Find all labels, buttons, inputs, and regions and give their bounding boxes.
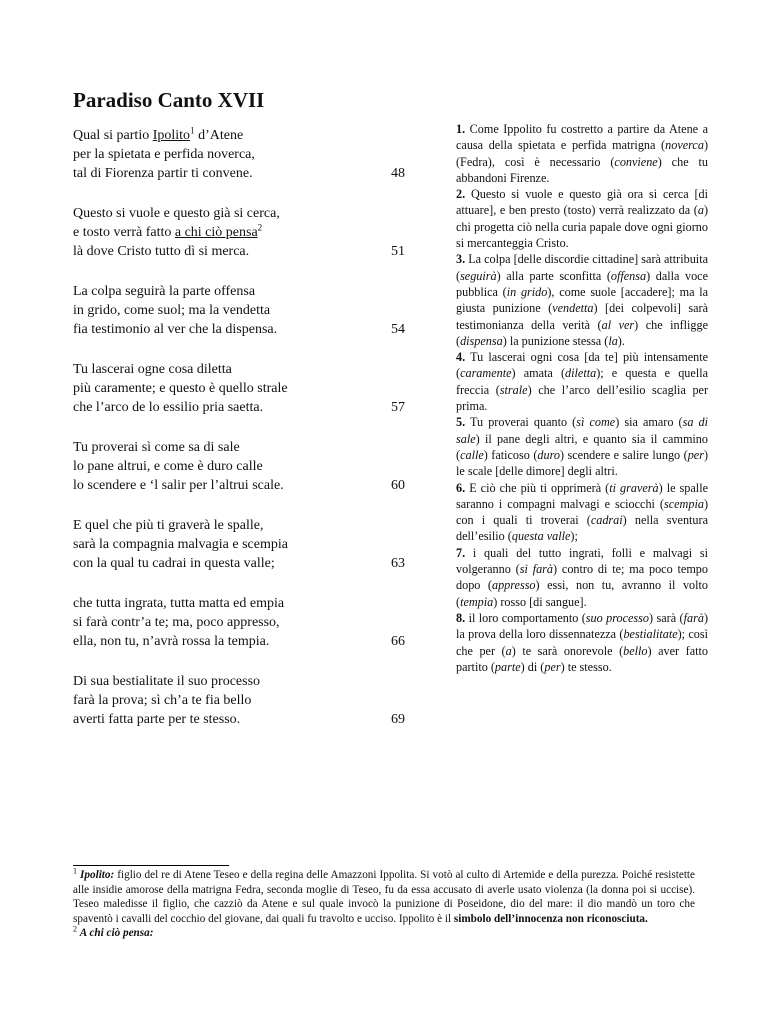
verse-line: sarà la compagnia malvagia e scempia <box>73 537 288 552</box>
verse-number: 54 <box>391 322 405 337</box>
poem-text <box>73 126 418 750</box>
tercet <box>73 204 418 282</box>
verse-line: si farà contr’a te; ma, poco appresso, <box>73 615 280 630</box>
note: 3. La colpa [delle discordie cittadine] sarà attribuita (seguirà) alla parte sconfitta (offensa) dalla voce pubblica (in grido), come suole [accadere]; ma la giusta punizione (vendetta) [dei colpevoli] sarà testimonianza della verità (al ver) che infligge (dispensa) la punizione stessa (la). <box>456 252 709 348</box>
footnotes <box>73 868 695 941</box>
note: 7. i quali del tutto ingrati, folli e malvagi si volgeranno (si farà) contro di te; ma poco tempo dopo (appresso) essi, non tu, avranno il volto (tempia) rosso [di sangue]. <box>456 545 708 609</box>
footnote-separator <box>73 865 229 866</box>
note: 6. E ciò che più ti opprimerà (ti graverà) le spalle saranno i compagni malvagi e sciocchi (scempia) con i quali ti troverai (cadrai) nella sventura dell’esilio (questa valle); <box>456 480 708 544</box>
verse-line: lo scendere e ‘l salir per l’altrui scale. 60 <box>73 478 405 493</box>
paraphrase-notes <box>456 121 708 675</box>
note: 5. Tu proverai quanto (sì come) sia amaro (sa di sale) il pane degli altri, e quanto sia il cammino (calle) faticoso (duro) scendere e salire lungo (per) le scale [delle dimore] degli altri. <box>456 415 708 479</box>
verse-line: che l’arco de lo essilio pria saetta. 57 <box>73 400 405 415</box>
note: 2. Questo si vuole e questo già ora si cerca [di attuare], e ben presto (tosto) verrà realizzato da (a) chi progetta ciò nella curia papale dove ogni giorno si mercanteggia Cristo. <box>456 187 708 251</box>
tercet <box>73 516 418 594</box>
footnote-ref-1: 1 <box>190 125 195 136</box>
verse-line: lo pane altrui, e come è duro calle <box>73 459 263 474</box>
verse-line: per la spietata e perfida noverca, <box>73 147 255 162</box>
verse-line: che tutta ingrata, tutta matta ed empia <box>73 596 285 611</box>
note: 4. Tu lascerai ogni cosa [da te] più intensamente (caramente) amata (diletta); e questa e quella freccia (strale) che l’arco dell’esilio scaglia per prima. <box>456 350 709 414</box>
note-text: Questo si vuole e questo già ora si cerca [di attuare], e ben presto (tosto) verrà realizzato da (a) chi progetta ciò nella curia papale dove ogni giorno si mercanteggia Cristo. <box>456 187 708 251</box>
verse-line: averti fatta parte per te stesso. 69 <box>73 712 405 727</box>
note: 1. Come Ippolito fu costretto a partire da Atene a causa della spietata e perfida matrigna (noverca) (Fedra), così è necessario (conviene) che tu abbandoni Firenze. <box>456 122 708 185</box>
tercet <box>73 282 418 360</box>
note-text: i quali del tutto ingrati, folli e malvagi si volgeranno (si farà) contro di te; ma poco tempo dopo (appresso) essi, non tu, avranno il volto (tempia) rosso [di sangue]. <box>456 545 708 609</box>
verse-line: fia testimonio al ver che la dispensa. 54 <box>73 322 405 337</box>
footnote-text: Ipolito: figlio del re di Atene Teseo e della regina delle Amazzoni Ippolita. Si votò al culto di Artemide e della purezza. Poiché resistette alle insidie amorose della matrigna Fedra, seconda moglie di Teseo, fu da essa accusato di averle usato violenza (la donna poi si uccise). Teseo maledisse il figlio, che cazziò da Atene e sul quale invocò la punizione di Poseidone, dio del mare: il dio mandò un toro che spaventò i cavalli del cocchio del giovane, dai quali fu travolto e ucciso. Ippolito è il simbolo dell’innocenza non riconosciuta. <box>73 869 695 925</box>
note: 8. il loro comportamento (suo processo) sarà (farà) la prova della loro dissennatezza (bestialitate); così che per (a) te sarà onorevole (bello) aver fatto partito (parte) di (per) te stesso. <box>456 610 709 674</box>
verse-line: farà la prova; sì ch’a te fia bello <box>73 693 252 708</box>
verse-number: 69 <box>391 712 405 727</box>
verse-number: 60 <box>391 478 405 493</box>
verse-line: Tu proverai sì come sa di sale <box>73 440 240 455</box>
verse-line: là dove Cristo tutto dì si merca. 51 <box>73 244 405 259</box>
tercet <box>73 594 418 672</box>
footnote: $^2$ A chi ciò pensa: <box>73 924 154 939</box>
note-text: E ciò che più ti opprimerà (ti graverà) le spalle saranno i compagni malvagi e sciocchi (scempia) con i quali ti troverai (cadrai) nella sventura dell’esilio (questa valle); <box>456 480 708 544</box>
verse-line: Tu lascerai ogne cosa diletta <box>73 362 232 377</box>
verse-number: 63 <box>391 556 405 571</box>
page-title: Paradiso Canto XVII <box>73 88 265 112</box>
verse-line: Di sua bestialitate il suo processo <box>73 674 261 689</box>
verse-line: Qual si partio Ipolito$^1$ d’Atene <box>73 125 244 143</box>
verse-line: e tosto verrà fatto a chi ciò pensa$^2$ <box>73 222 263 240</box>
verse-number: 51 <box>391 244 405 259</box>
note-text: Tu lascerai ogni cosa [da te] più intensamente (caramente) amata (diletta); e questa e quella freccia (strale) che l’arco dell’esilio scaglia per prima. <box>456 350 709 414</box>
verse-line: E quel che più ti graverà le spalle, <box>73 518 264 533</box>
tercet <box>73 360 418 438</box>
verse-number: 48 <box>391 166 405 181</box>
verse-line: più caramente; e questo è quello strale <box>73 381 288 396</box>
note-text: Tu proverai quanto (sì come) sia amaro (sa di sale) il pane degli altri, e quanto sia il cammino (calle) faticoso (duro) scendere e salire lungo (per) le scale [delle dimore] degli altri. <box>456 415 708 479</box>
tercet <box>73 438 418 516</box>
verse-line: in grido, come suol; ma la vendetta <box>73 303 271 318</box>
a-chi-cio-pensa-link: a chi ciò pensa <box>174 225 258 240</box>
footnote-ref-2: 2 <box>257 222 263 233</box>
verse-number: 66 <box>391 634 405 649</box>
ipolito-link: Ipolito <box>152 128 191 143</box>
tercet <box>73 126 418 204</box>
note-text: il loro comportamento (suo processo) sarà (farà) la prova della loro dissennatezza (bestialitate); così che per (a) te sarà onorevole (bello) aver fatto partito (parte) di (per) te stesso. <box>456 610 709 674</box>
verse-line: con la qual tu cadrai in questa valle; 63 <box>73 556 405 571</box>
verse-line: tal di Fiorenza partir ti convene. 48 <box>73 166 405 181</box>
footnote-text: A chi ciò pensa: <box>79 927 154 939</box>
note-text: La colpa [delle discordie cittadine] sarà attribuita (seguirà) alla parte sconfitta (offensa) dalla voce pubblica (in grido), come suole [accadere]; ma la giusta punizione (vendetta) [dei colpevoli] sarà testimonianza della verità (al ver) che infligge (dispensa) la punizione stessa (la). <box>456 252 709 348</box>
tercet <box>73 672 418 750</box>
verse-line: ella, non tu, n’avrà rossa la tempia. 66 <box>73 634 405 649</box>
verse-line: La colpa seguirà la parte offensa <box>73 284 256 299</box>
note-text: Come Ippolito fu costretto a partire da Atene a causa della spietata e perfida matrigna (noverca) (Fedra), così è necessario (conviene) che tu abbandoni Firenze. <box>456 122 708 185</box>
verse-number: 57 <box>391 400 405 415</box>
verse-line: Questo si vuole e questo già si cerca, <box>73 206 280 221</box>
footnote: $^1$ Ipolito: figlio del re di Atene Teseo e della regina delle Amazzoni Ippolita. Si votò al culto di Artemide e della purezza. Poiché resistette alle insidie amorose della matrigna Fedra, seconda moglie di Teseo, fu da essa accusato di averle usato violenza (la donna poi si uccise). Teseo maledisse il figlio, che cazziò da Atene e sul quale invocò la punizione di Poseidone, dio del mare: il dio mandò un toro che spaventò i cavalli del cocchio del giovane, dai quali fu travolto e ucciso. Ippolito è il simbolo dell’innocenza non riconosciuta. <box>73 866 695 925</box>
